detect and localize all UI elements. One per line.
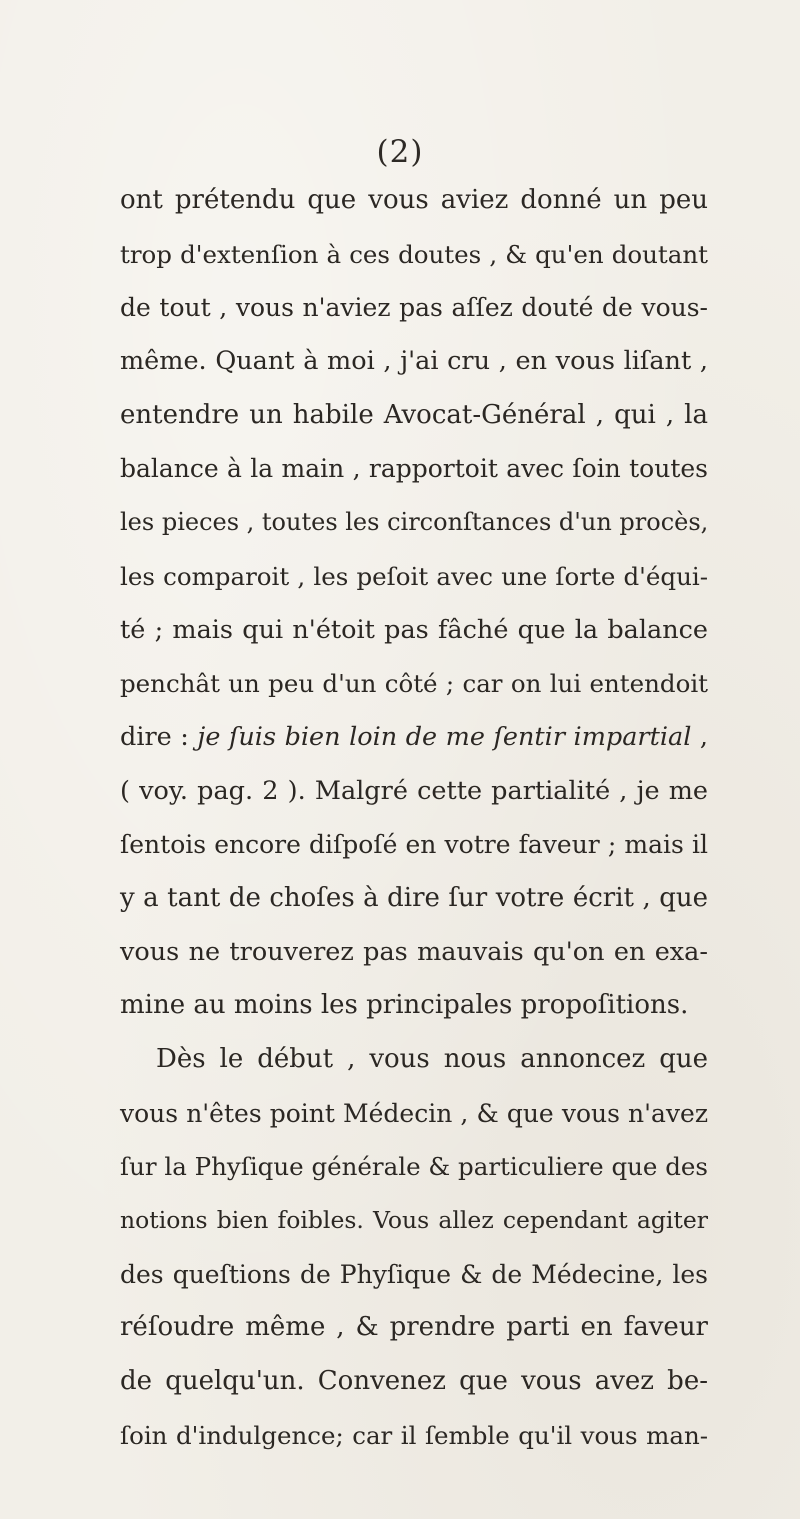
- text-line: des queſtions de Phyſique & de Médecine, les: [120, 1259, 708, 1289]
- body-text: [120, 174, 708, 1463]
- text-line-quotation: [120, 711, 708, 765]
- text-line: de quelqu'un. Convenez que vous avez be-: [120, 1366, 708, 1397]
- quote-intro: dire :: [120, 721, 198, 752]
- text-line: ont prétendu que vous aviez donné un peu: [120, 185, 708, 215]
- text-line: les pieces , toutes les circonſtances d'un procès,: [120, 508, 709, 537]
- text-line: y a tant de choſes à dire ſur votre écrit , que: [120, 882, 708, 913]
- text-line: balance à la main , rapportoit avec ſoin toutes: [120, 454, 708, 484]
- text-line: les comparoit , les peſoit avec une ſorte d'équi-: [120, 561, 708, 591]
- text-line: mine au moins les principales propoſitions.: [120, 990, 689, 1021]
- text-line: ſentois encore diſpoſé en votre faveur ; mais il: [120, 830, 708, 860]
- paragraph-start-line: Dès le début , vous nous annoncez que: [156, 1044, 708, 1074]
- text-line: ( voy. pag. 2 ). Malgré cette partialité , je me: [120, 775, 708, 806]
- text-line: penchât un peu d'un côté ; car on lui entendoit: [120, 669, 708, 699]
- text-line: té ; mais qui n'étoit pas fâché que la balance: [120, 614, 708, 645]
- text-line: même. Quant à moi , j'ai cru , en vous liſant ,: [120, 346, 708, 377]
- text-line: réſoudre même , & prendre parti en faveur: [120, 1312, 708, 1343]
- quote-end: ,: [691, 721, 708, 752]
- text-line: ſur la Phyſique générale & particuliere que des: [120, 1152, 708, 1182]
- text-line: de tout , vous n'aviez pas aſſez douté de vous-: [120, 293, 708, 323]
- text-line: notions bien foibles. Vous allez cependant agiter: [120, 1206, 708, 1235]
- text-line: vous n'êtes point Médecin , & que vous n'avez: [120, 1098, 708, 1128]
- text-line: entendre un habile Avocat-Général , qui , la: [120, 399, 708, 430]
- text-line: trop d'extenſion à ces doutes , & qu'en doutant: [120, 239, 708, 269]
- page-number: (2): [376, 134, 424, 170]
- italic-quotation: je ſuis bien loin de me ſentir impartial: [197, 721, 692, 752]
- text-line: vous ne trouverez pas mauvais qu'on en exa-: [120, 936, 708, 967]
- text-line: ſoin d'indulgence; car il ſemble qu'il vous man-: [120, 1420, 708, 1450]
